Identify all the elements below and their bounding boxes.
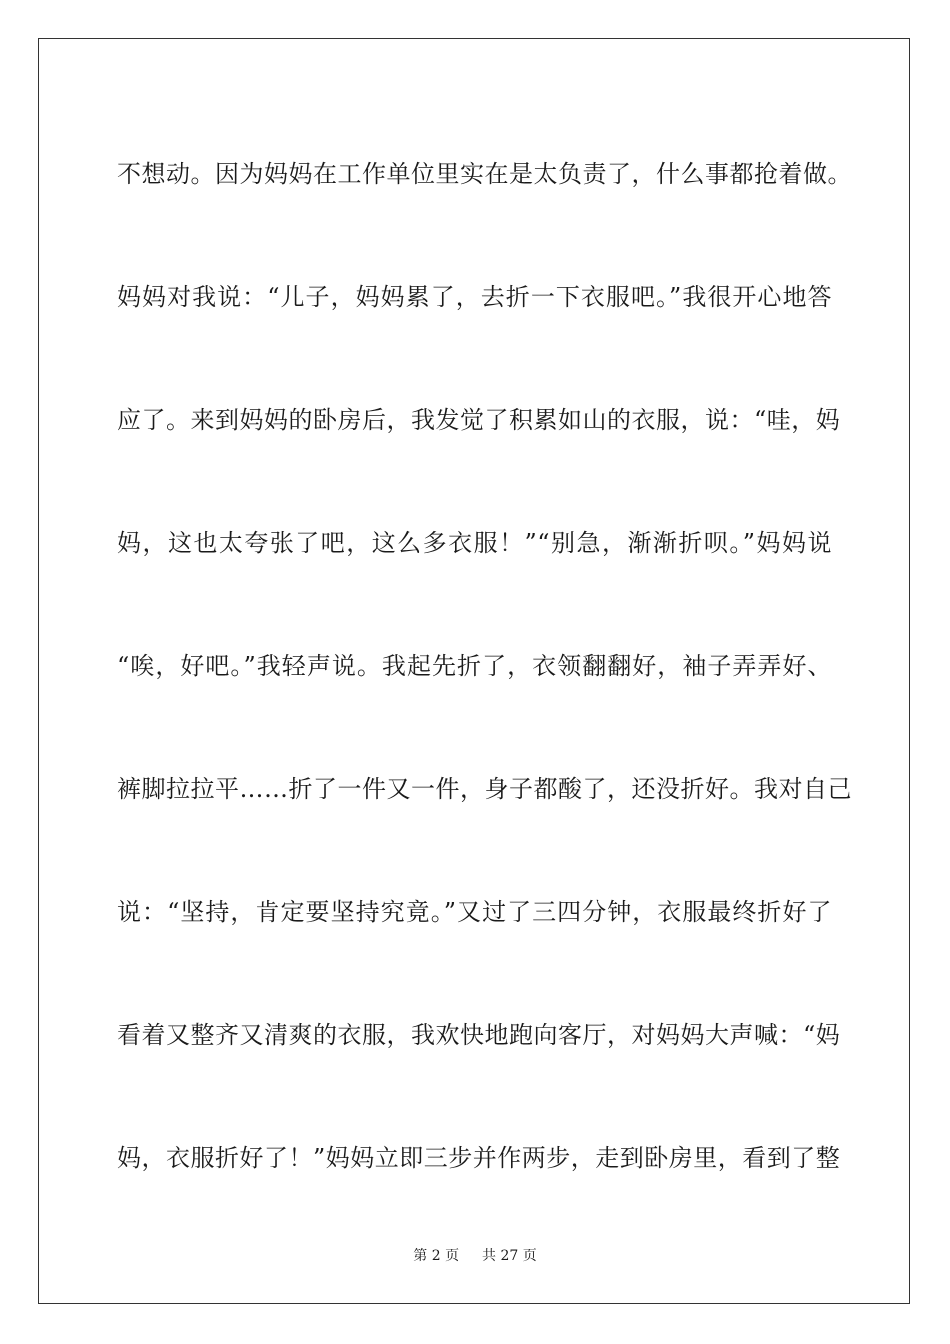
text-line: 妈妈对我说：“儿子，妈妈累了，去折一下衣服吧。”我很开心地答 [117,283,832,311]
text-line: 妈，衣服折好了！”妈妈立即三步并作两步，走到卧房里，看到了整 [117,1144,841,1172]
text-line: 看着又整齐又清爽的衣服，我欢快地跑向客厅，对妈妈大声喊：“妈 [117,1021,841,1049]
text-line: “唉，好吧。”我轻声说。我起先折了，衣领翻翻好，袖子弄弄好、 [117,652,832,680]
page-number: 第 2 页 [413,1248,460,1264]
text-line: 裤脚拉拉平……折了一件又一件，身子都酸了，还没折好。我对自己 [117,775,852,803]
text-line: 应了。来到妈妈的卧房后，我发觉了积累如山的衣服，说：“哇，妈 [117,406,841,434]
page-total: 共 27 页 [482,1248,537,1264]
text-line: 说：“坚持，肯定要坚持究竟。”又过了三四分钟，衣服最终折好了 [117,898,832,926]
text-line: 妈，这也太夸张了吧，这么多衣服！”“别急，渐渐折呗。”妈妈说 [117,529,832,557]
page-footer [0,1246,950,1266]
text-line: 不想动。因为妈妈在工作单位里实在是太负责了，什么事都抢着做。 [117,160,852,188]
